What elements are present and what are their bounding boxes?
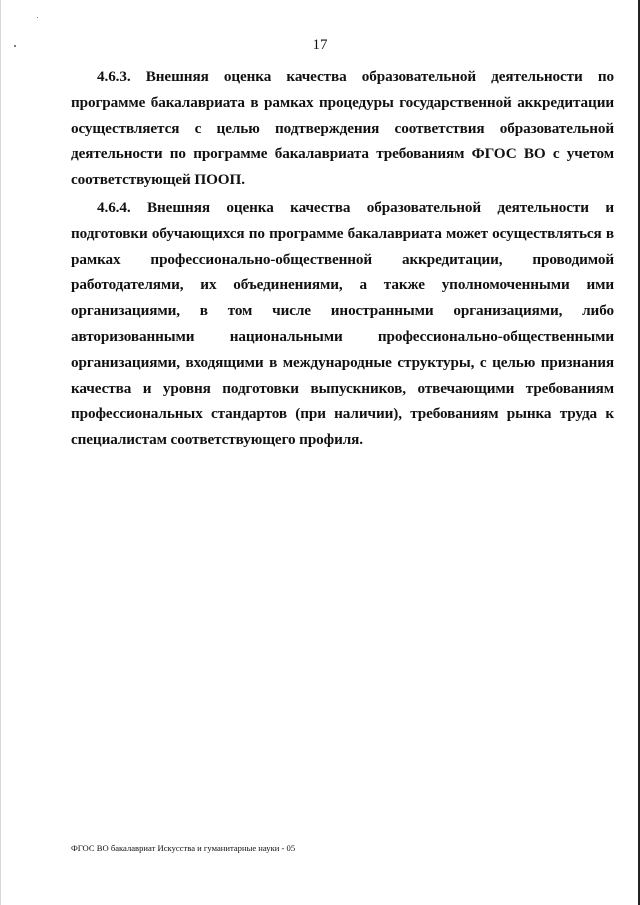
paragraph-4-6-4: 4.6.4. Внешняя оценка качества образовательной деятельности и подготовки обучающихся по программе бакалавриата может осуществляться в рамках профессионально-общественной аккредитации, проводимой работодателями, их объединениями, а также уполномоченными ими организациями, в том числе иностранными организациями, либо авторизованными национальными профессионально-общественными организациями, входящими в международные структуры, с целью признания качества и уровня подготовки выпускников, отвечающими требованиям профессиональных стандартов (при наличии), требованиям рынка труда к специалистам соответствующего профиля.	[71, 198, 614, 449]
page-left-edge	[0, 0, 1, 905]
page-number: 17	[312, 37, 328, 53]
paragraph-4-6-3: 4.6.3. Внешняя оценка качества образовательной деятельности по программе бакалавриата в рамках процедуры государственной аккредитации осуществляется с целью подтверждения соответствия образовательной деятельности по программе бакалавриата требованиям ФГОС ВО с учетом соответствующей ПООП.	[71, 68, 614, 189]
document-body	[71, 64, 614, 455]
page-footer: ФГОС ВО бакалавриат Искусства и гуманитарные науки - 05	[71, 843, 296, 853]
scan-speck	[37, 17, 38, 18]
